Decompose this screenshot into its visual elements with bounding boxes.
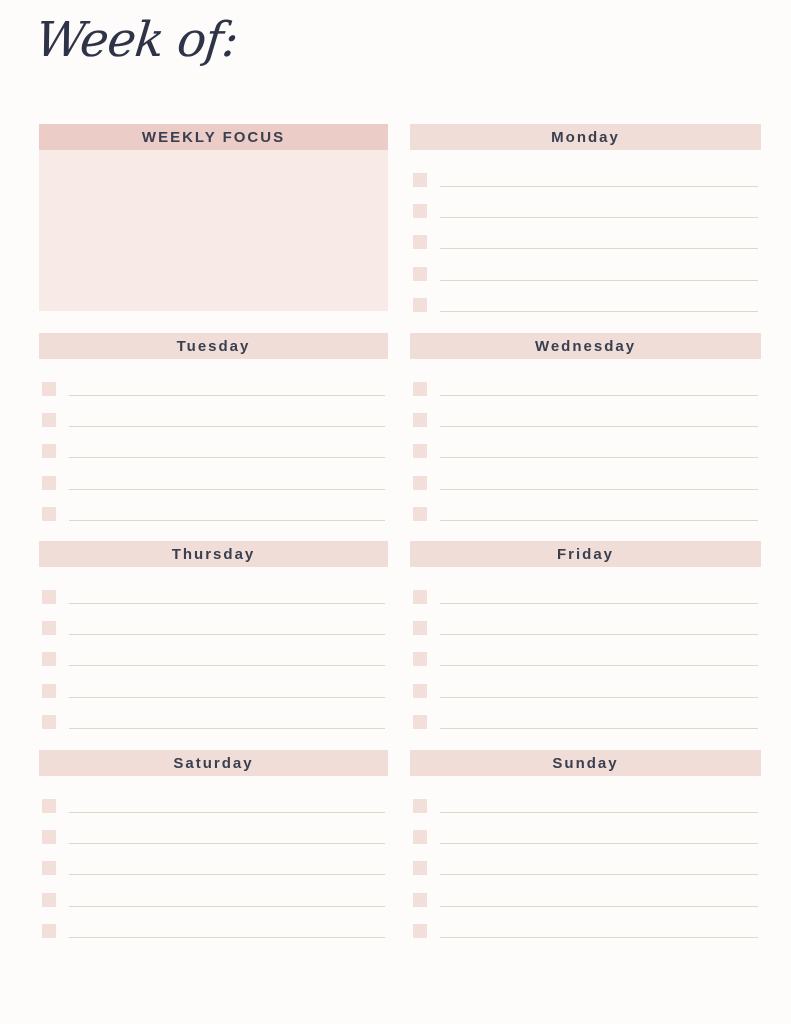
task-row <box>39 677 388 708</box>
task-row <box>39 469 388 500</box>
task-row <box>39 708 388 739</box>
task-line[interactable] <box>440 843 758 844</box>
task-row <box>410 645 761 676</box>
checkbox[interactable] <box>42 590 56 604</box>
task-row <box>410 677 761 708</box>
task-line[interactable] <box>440 457 758 458</box>
task-line[interactable] <box>69 520 385 521</box>
checkbox[interactable] <box>42 684 56 698</box>
task-row <box>410 886 761 917</box>
task-row <box>410 260 761 291</box>
checkbox[interactable] <box>42 799 56 813</box>
task-line[interactable] <box>440 634 758 635</box>
checkbox[interactable] <box>413 715 427 729</box>
task-list <box>410 359 761 531</box>
weekly-focus-box[interactable] <box>39 150 388 311</box>
weekly-focus-section <box>39 124 388 311</box>
checkbox[interactable] <box>413 382 427 396</box>
task-row <box>410 917 761 948</box>
task-line[interactable] <box>69 634 385 635</box>
day-section-tuesday <box>39 333 388 531</box>
task-line[interactable] <box>69 812 385 813</box>
day-section-thursday <box>39 541 388 739</box>
checkbox[interactable] <box>42 861 56 875</box>
checkbox[interactable] <box>413 298 427 312</box>
task-row <box>39 437 388 468</box>
day-section-saturday <box>39 750 388 948</box>
task-row <box>410 406 761 437</box>
checkbox[interactable] <box>413 924 427 938</box>
task-line[interactable] <box>69 426 385 427</box>
task-line[interactable] <box>440 937 758 938</box>
checkbox[interactable] <box>42 924 56 938</box>
checkbox[interactable] <box>42 507 56 521</box>
weekly-focus-header: WEEKLY FOCUS <box>39 124 388 150</box>
checkbox[interactable] <box>413 267 427 281</box>
checkbox[interactable] <box>42 621 56 635</box>
task-line[interactable] <box>440 395 758 396</box>
task-list <box>39 567 388 739</box>
task-line[interactable] <box>440 426 758 427</box>
task-line[interactable] <box>440 874 758 875</box>
task-row <box>410 708 761 739</box>
task-row <box>39 406 388 437</box>
checkbox[interactable] <box>42 830 56 844</box>
day-section-friday <box>410 541 761 739</box>
checkbox[interactable] <box>413 204 427 218</box>
task-line[interactable] <box>69 874 385 875</box>
task-row <box>410 166 761 197</box>
checkbox[interactable] <box>413 413 427 427</box>
task-line[interactable] <box>69 603 385 604</box>
task-row <box>39 583 388 614</box>
task-row <box>39 645 388 676</box>
task-row <box>410 614 761 645</box>
task-line[interactable] <box>440 697 758 698</box>
task-line[interactable] <box>440 603 758 604</box>
task-line[interactable] <box>440 248 758 249</box>
task-row <box>39 500 388 531</box>
task-line[interactable] <box>69 489 385 490</box>
task-row <box>39 886 388 917</box>
checkbox[interactable] <box>42 444 56 458</box>
day-header-tuesday: Tuesday <box>39 333 388 359</box>
task-line[interactable] <box>69 906 385 907</box>
task-row <box>410 500 761 531</box>
day-section-sunday <box>410 750 761 948</box>
checkbox[interactable] <box>413 235 427 249</box>
task-row <box>410 792 761 823</box>
day-header-friday: Friday <box>410 541 761 567</box>
task-row <box>410 291 761 322</box>
checkbox[interactable] <box>42 652 56 666</box>
checkbox[interactable] <box>413 830 427 844</box>
task-line[interactable] <box>69 665 385 666</box>
checkbox[interactable] <box>42 715 56 729</box>
task-line[interactable] <box>440 812 758 813</box>
task-row <box>39 854 388 885</box>
checkbox[interactable] <box>413 799 427 813</box>
task-line[interactable] <box>69 395 385 396</box>
task-list <box>39 776 388 948</box>
task-row <box>410 197 761 228</box>
task-line[interactable] <box>440 520 758 521</box>
task-row <box>410 823 761 854</box>
task-line[interactable] <box>69 697 385 698</box>
day-header-saturday: Saturday <box>39 750 388 776</box>
checkbox[interactable] <box>413 507 427 521</box>
checkbox[interactable] <box>413 684 427 698</box>
day-header-monday: Monday <box>410 124 761 150</box>
checkbox[interactable] <box>413 621 427 635</box>
task-row <box>410 854 761 885</box>
task-line[interactable] <box>440 728 758 729</box>
checkbox[interactable] <box>413 444 427 458</box>
task-row <box>39 375 388 406</box>
checkbox[interactable] <box>42 476 56 490</box>
checkbox[interactable] <box>42 413 56 427</box>
task-line[interactable] <box>69 843 385 844</box>
task-row <box>39 792 388 823</box>
task-line[interactable] <box>69 457 385 458</box>
task-row <box>39 614 388 645</box>
day-header-sunday: Sunday <box>410 750 761 776</box>
task-line[interactable] <box>440 311 758 312</box>
checkbox[interactable] <box>42 382 56 396</box>
day-header-wednesday: Wednesday <box>410 333 761 359</box>
task-list <box>410 776 761 948</box>
day-header-thursday: Thursday <box>39 541 388 567</box>
day-section-wednesday <box>410 333 761 531</box>
task-row <box>39 917 388 948</box>
task-row <box>410 437 761 468</box>
task-list <box>39 359 388 531</box>
task-line[interactable] <box>440 217 758 218</box>
task-row <box>410 583 761 614</box>
task-line[interactable] <box>440 280 758 281</box>
task-row <box>410 469 761 500</box>
day-section-monday <box>410 124 761 322</box>
checkbox[interactable] <box>413 893 427 907</box>
task-line[interactable] <box>440 665 758 666</box>
checkbox[interactable] <box>413 173 427 187</box>
task-row <box>410 375 761 406</box>
task-list <box>410 150 761 322</box>
task-line[interactable] <box>440 186 758 187</box>
checkbox[interactable] <box>413 861 427 875</box>
checkbox[interactable] <box>413 476 427 490</box>
task-line[interactable] <box>69 728 385 729</box>
checkbox[interactable] <box>413 652 427 666</box>
task-row <box>39 823 388 854</box>
task-line[interactable] <box>440 906 758 907</box>
task-list <box>410 567 761 739</box>
checkbox[interactable] <box>42 893 56 907</box>
checkbox[interactable] <box>413 590 427 604</box>
task-row <box>410 228 761 259</box>
page-title: Week of: <box>33 12 241 68</box>
task-line[interactable] <box>69 937 385 938</box>
task-line[interactable] <box>440 489 758 490</box>
